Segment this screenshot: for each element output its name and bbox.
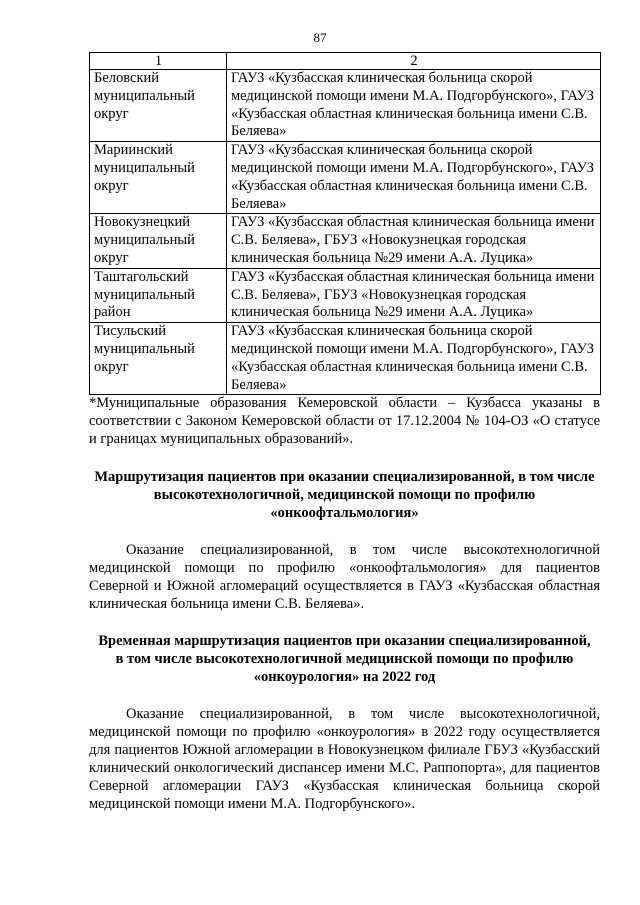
section-paragraph-oncourology: Оказание специализированной, в том числе высокотехнологичной, медицинской помощи по профилю «онкоурология» в 2022 году осуществляется для пациентов Южной агломерации в Новокузнецком филиале ГБУЗ «Кузбасский клинический онкологический диспансер имени М.С. Раппопорта», для пациентов Северной агломерации ГАУЗ «Кузбасская клиническая больница скорой медицинской помощи имени М.А. Подгорбунского». (89, 705, 600, 812)
district-cell: Беловский муниципальный округ (90, 70, 227, 142)
district-cell: Тисульский муниципальный округ (90, 323, 227, 395)
hospitals-cell: ГАУЗ «Кузбасская клиническая больница скорой медицинской помощи имени М.А. Подгорбунского», ГАУЗ «Кузбасская областная клиническая больница имени С.В. Беляева» (227, 323, 601, 395)
table-row (90, 323, 601, 395)
table-row (90, 142, 601, 214)
table-row (90, 268, 601, 322)
hospitals-cell: ГАУЗ «Кузбасская клиническая больница скорой медицинской помощи имени М.А. Подгорбунского», ГАУЗ «Кузбасская областная клиническая больница имени С.В. Беляева» (227, 142, 601, 214)
table-row (90, 214, 601, 268)
heading-line: «онкоофтальмология» (270, 504, 419, 521)
page-content (89, 52, 600, 813)
table-footnote: *Муниципальные образования Кемеровской области – Кузбасса указаны в соответствии с Законом Кемеровской области от 17.12.2004 № 104-ОЗ «О статусе и границах муниципальных образований». (89, 395, 600, 447)
district-cell: Таштагольский муниципальный район (90, 268, 227, 322)
heading-line: «онкоурология» на 2022 год (253, 668, 436, 685)
routing-table (89, 52, 601, 395)
page-number: 87 (313, 30, 327, 45)
section-paragraph-oncoophthalmology: Оказание специализированной, в том числе высокотехнологичной медицинской помощи по профилю «онкоофтальмология» для пациентов Северной и Южной агломераций осуществляется в ГАУЗ «Кузбасская областная клиническая больница имени С.В. Беляева». (89, 541, 600, 612)
heading-line: высокотехнологичной, медицинской помощи по профилю (153, 486, 536, 503)
hospitals-cell: ГАУЗ «Кузбасская областная клиническая больница имени С.В. Беляева», ГБУЗ «Новокузнецкая городская клиническая больница №29 имени А.А. Луцика» (227, 268, 601, 322)
district-cell: Мариинский муниципальный округ (90, 142, 227, 214)
column-header: 1 (90, 53, 227, 70)
heading-line: Маршрутизация пациентов при оказании специализированной, в том числе (94, 468, 595, 485)
heading-line: Временная маршрутизация пациентов при оказании специализированной, (98, 632, 591, 649)
table-header-row (90, 53, 601, 70)
hospitals-cell: ГАУЗ «Кузбасская клиническая больница скорой медицинской помощи имени М.А. Подгорбунского», ГАУЗ «Кузбасская областная клиническая больница имени С.В. Беляева» (227, 70, 601, 142)
table-row (90, 70, 601, 142)
heading-line: в том числе высокотехнологичной медицинской помощи по профилю (115, 650, 574, 667)
district-cell: Новокузнецкий муниципальный округ (90, 214, 227, 268)
section-heading-oncourology (89, 632, 600, 686)
section-heading-oncoophthalmology (89, 468, 600, 522)
hospitals-cell: ГАУЗ «Кузбасская областная клиническая больница имени С.В. Беляева», ГБУЗ «Новокузнецкая городская клиническая больница №29 имени А.А. Луцика» (227, 214, 601, 268)
column-header: 2 (227, 53, 601, 70)
